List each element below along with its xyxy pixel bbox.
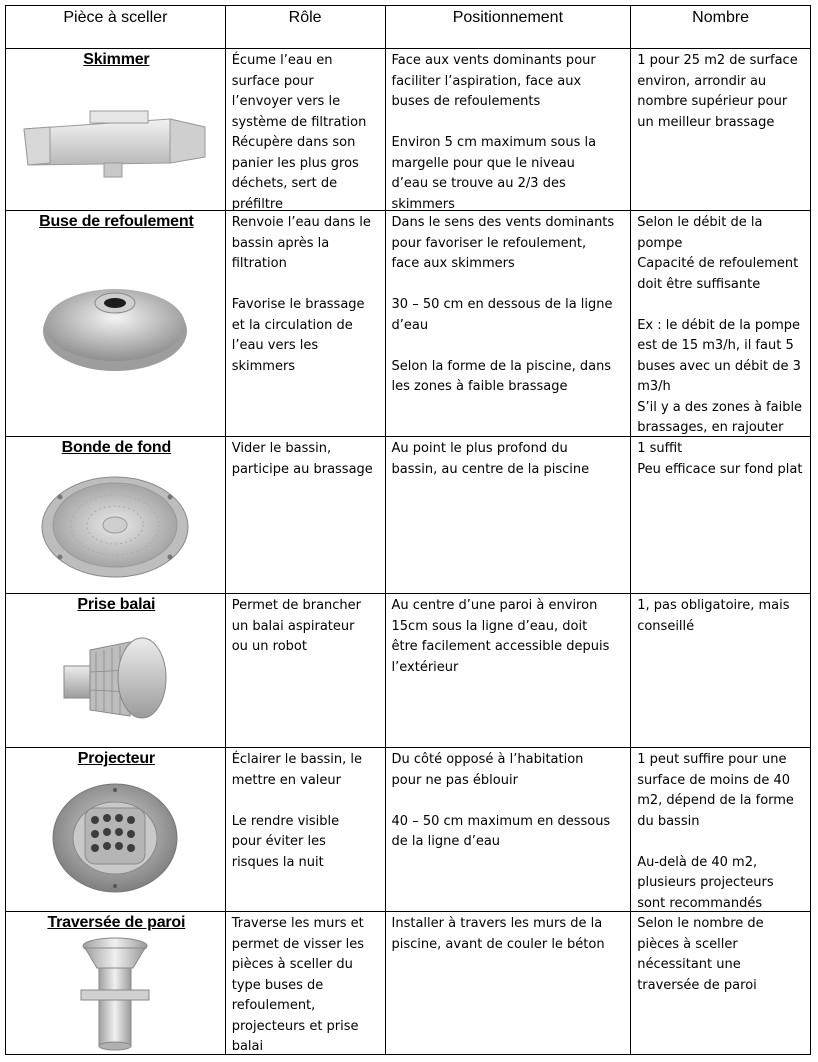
positionnement-cell: Du côté opposé à l’habitation pour ne pas éblouir 40 – 50 cm maximum en dessous de la ligne d’eau	[386, 748, 632, 911]
positionnement-cell: Installer à travers les murs de la piscine, avant de couler le béton	[386, 912, 632, 1054]
role-cell: Traverse les murs et permet de visser les pièces à sceller du type buses de refoulement, projecteurs et prise balai	[226, 912, 386, 1054]
piece-name: Bonde de fond	[61, 439, 172, 456]
positionnement-cell: Au point le plus profond du bassin, au centre de la piscine	[386, 437, 632, 593]
positionnement-cell: Au centre d’une paroi à environ 15cm sous la ligne d’eau, doit être facilement accessible depuis l’extérieur	[386, 594, 632, 747]
return-nozzle-icon	[6, 279, 225, 375]
vacuum-inlet-icon	[6, 632, 225, 724]
role-cell: Écume l’eau en surface pour l’envoyer vers le système de filtration Récupère dans son panier les plus gros déchets, sert de préfiltre	[226, 49, 386, 210]
header-piece: Pièce à sceller	[6, 6, 226, 48]
role-cell: Permet de brancher un balai aspirateur ou un robot	[226, 594, 386, 747]
nombre-cell: 1, pas obligatoire, mais conseillé	[631, 594, 811, 747]
piece-name: Prise balai	[77, 596, 156, 613]
table-header-row	[6, 6, 811, 49]
wall-passage-icon	[6, 936, 225, 1052]
piece-name: Skimmer	[83, 51, 150, 68]
pool-fittings-table	[5, 5, 811, 1055]
piece-cell	[6, 211, 226, 436]
piece-name: Buse de refoulement	[39, 213, 194, 230]
header-nombre: Nombre	[631, 6, 811, 48]
header-positionnement: Positionnement	[386, 6, 632, 48]
nombre-cell: 1 peut suffire pour une surface de moins de 40 m2, dépend de la forme du bassin Au-delà de 40 m2, plusieurs projecteurs sont recommandés	[631, 748, 811, 911]
piece-cell	[6, 49, 226, 210]
table-row	[6, 437, 811, 594]
piece-cell	[6, 912, 226, 1054]
positionnement-cell: Dans le sens des vents dominants pour favoriser le refoulement, face aux skimmers 30 – 50 cm en dessous de la ligne d’eau Selon la forme de la piscine, dans les zones à faible brassage	[386, 211, 632, 436]
piece-name: Projecteur	[77, 750, 155, 767]
nombre-cell: Selon le débit de la pompe Capacité de refoulement doit être suffisante Ex : le débit de la pompe est de 15 m3/h, il faut 5 buses avec un débit de 3 m3/h S’il y a des zones à faible brassages, en rajouter	[631, 211, 811, 436]
role-cell: Renvoie l’eau dans le bassin après la filtration Favorise le brassage et la circulation de l’eau vers les skimmers	[226, 211, 386, 436]
role-cell: Éclairer le bassin, le mettre en valeur Le rendre visible pour éviter les risques la nuit	[226, 748, 386, 911]
piece-name: Traversée de paroi	[47, 914, 186, 931]
table-row	[6, 912, 811, 1055]
header-role: Rôle	[226, 6, 386, 48]
table-row	[6, 211, 811, 437]
piece-cell	[6, 748, 226, 911]
piece-cell	[6, 437, 226, 593]
positionnement-cell: Face aux vents dominants pour faciliter l’aspiration, face aux buses de refoulements Environ 5 cm maximum sous la margelle pour que le niveau d’eau se trouve au 2/3 des skimmers	[386, 49, 632, 210]
table-row	[6, 49, 811, 211]
piece-cell	[6, 594, 226, 747]
skimmer-icon	[6, 107, 225, 179]
table-row	[6, 748, 811, 912]
role-cell: Vider le bassin, participe au brassage	[226, 437, 386, 593]
bottom-drain-icon	[6, 475, 225, 579]
led-projector-icon	[6, 780, 225, 894]
nombre-cell: 1 pour 25 m2 de surface environ, arrondir au nombre supérieur pour un meilleur brassage	[631, 49, 811, 210]
nombre-cell: Selon le nombre de pièces à sceller nécessitant une traversée de paroi	[631, 912, 811, 1054]
table-row	[6, 594, 811, 748]
nombre-cell: 1 suffit Peu efficace sur fond plat	[631, 437, 811, 593]
